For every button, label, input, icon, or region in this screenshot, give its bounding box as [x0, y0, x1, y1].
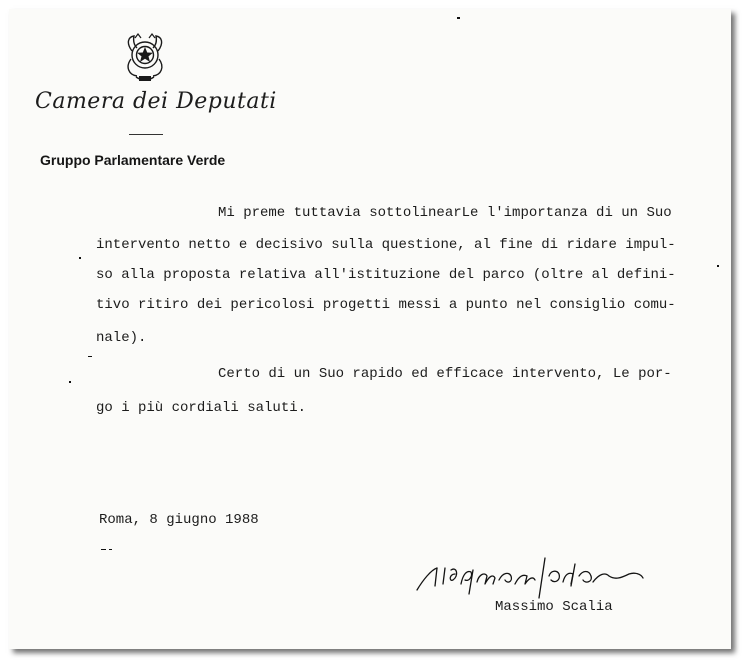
paragraph-1-line-1: Mi preme tuttavia sottolinearLe l'importanza di un Suo: [218, 205, 672, 221]
scan-speck: [88, 356, 92, 357]
parliamentary-group-name: Gruppo Parlamentare Verde: [40, 152, 226, 168]
title-divider: [129, 134, 163, 135]
paragraph-1-line-2: intervento netto e decisivo sulla questione, al fine di ridare impul-: [96, 237, 676, 253]
handwritten-signature-icon: [415, 554, 647, 602]
paragraph-1-line-3: so alla proposta relativa all'istituzione del parco (oltre al defini-: [96, 267, 676, 283]
signatory-name: Massimo Scalia: [495, 599, 613, 615]
paragraph-2-line-1: Certo di un Suo rapido ed efficace intervento, Le por-: [218, 366, 672, 382]
scan-speck: [101, 549, 106, 550]
paragraph-2-line-2: go i più cordiali saluti.: [96, 400, 307, 416]
place-and-date: Roma, 8 giugno 1988: [99, 512, 259, 528]
letter-sheet: [9, 9, 731, 649]
scan-speck: [79, 257, 81, 259]
italian-republic-emblem-icon: [120, 29, 170, 85]
scan-speck: [69, 381, 71, 383]
scan-speck: [109, 549, 112, 550]
chamber-title: Camera dei Deputati: [35, 89, 277, 114]
paragraph-1-line-5: nale).: [96, 330, 147, 346]
scan-speck: [457, 17, 460, 19]
paragraph-1-line-4: tivo ritiro dei pericolosi progetti messi a punto nel consiglio comu-: [96, 297, 676, 313]
scan-speck: [717, 265, 719, 267]
